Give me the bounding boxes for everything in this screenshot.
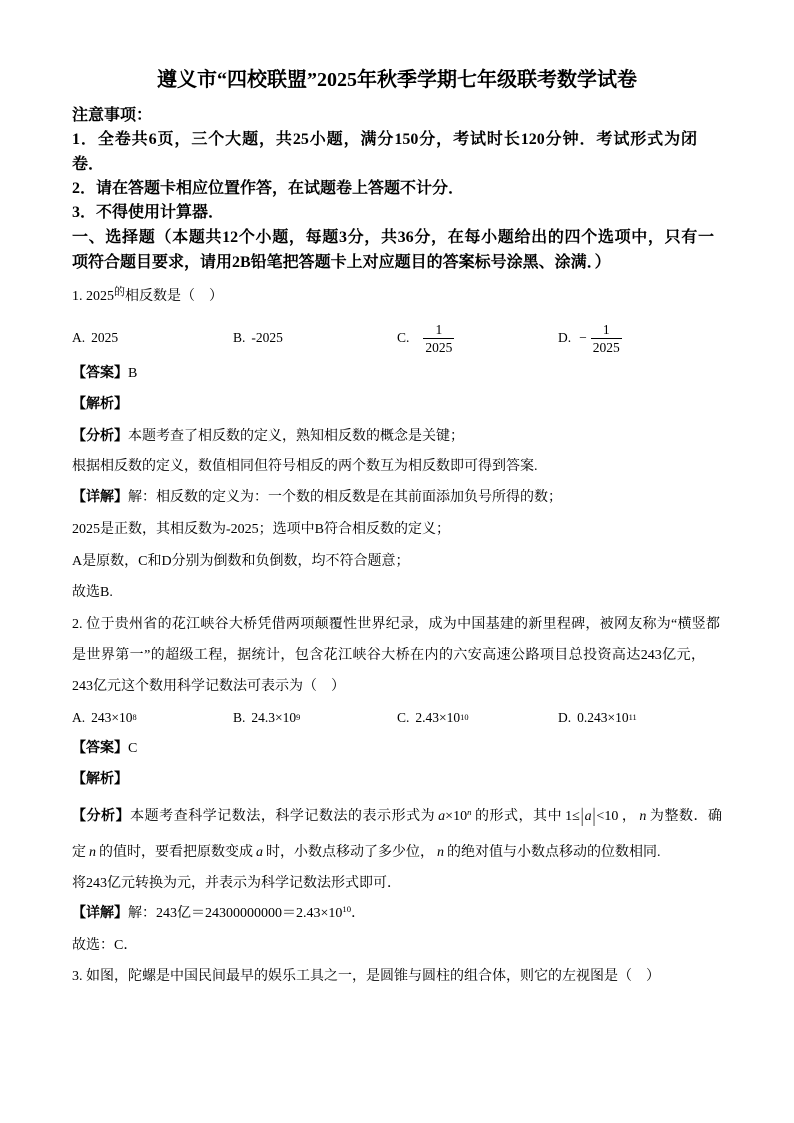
q1-option-d xyxy=(558,318,622,358)
q2-analysis-line-2 xyxy=(72,843,661,863)
q1-option-c-numerator: 1 xyxy=(423,321,454,339)
q2-detail-tag: 【详解】 xyxy=(72,906,128,921)
math-exponent-n xyxy=(467,807,471,817)
q2-detail-text: 解：243亿＝24300000000＝2.43×10 xyxy=(128,906,343,921)
q2-answer-value: C xyxy=(128,741,138,756)
notice-item-2: 2．请在答题卡相应位置作答，在试题卷上答题不计分． xyxy=(72,180,465,197)
q2-option-c-letter: C. xyxy=(397,710,410,725)
q1-option-d-numerator: 1 xyxy=(591,321,622,339)
q2-stem-line-2: 是世界第一”的超级工程，据统计，包含花江峡谷大桥在内的六安高速公路项目总投资高达243亿元， xyxy=(72,648,705,663)
q1-detail-text: 解：相反数的定义为：一个数的相反数是在其前面添加负号所得的数； xyxy=(128,490,562,505)
q1-option-a-letter: A. xyxy=(72,330,86,345)
notice-heading: 注意事项： xyxy=(72,107,153,124)
q2-solution-tag: 【解析】 xyxy=(72,772,128,787)
q2-analysis-line-2-text-2: 的值时，要看把原数变成 xyxy=(99,845,253,860)
q2-option-a-mantissa: 243×10 xyxy=(91,710,133,725)
q2-option-b-letter: B. xyxy=(233,710,246,725)
q1-answer-value: B xyxy=(128,366,138,381)
q1-option-c xyxy=(397,318,454,358)
math-variable-n: n xyxy=(89,845,96,860)
q2-analysis-line-3: 将243亿元转换为元，并表示为科学记数法形式即可． xyxy=(72,876,401,891)
q2-analysis-text-2: 的形式，其中 xyxy=(474,809,563,824)
q1-stem-raised-char: 的 xyxy=(114,286,125,298)
math-variable-n: n xyxy=(639,809,647,824)
q2-answer-tag: 【答案】 xyxy=(72,741,128,756)
q1-option-d-denominator: 2025 xyxy=(592,339,620,355)
q2-answer xyxy=(72,739,137,759)
q2-option-d-letter: D. xyxy=(558,710,572,725)
inequality-left: 1≤ xyxy=(565,809,580,824)
q2-analysis-line-1 xyxy=(72,803,722,831)
inequality-right: <10 xyxy=(596,809,619,824)
q1-option-b-letter: B. xyxy=(233,330,246,345)
q1-detail-line-2: 2025是正数，其相反数为-2025；选项中B符合相反数的定义； xyxy=(72,522,450,537)
q2-detail xyxy=(72,902,365,926)
q1-option-b xyxy=(233,318,283,358)
section-one-heading: 一、选择题（本题共12个小题，每题3分，共36分，在每小题给出的四个选项中，只有一 xyxy=(72,229,714,246)
math-variable-a: a xyxy=(256,845,263,860)
q1-stem-number: 1. 2025 xyxy=(72,289,114,304)
notice-item-3: 3．不得使用计算器． xyxy=(72,204,225,221)
q1-analysis-tag: 【分析】 xyxy=(72,429,128,444)
q2-stem-line-1: 2. 位于贵州省的花江峡谷大桥凭借两项颠覆性世界纪录，成为中国基建的新里程碑，被网友称为“横竖都 xyxy=(72,617,720,632)
scientific-notation-formula xyxy=(438,806,472,824)
q2-conclusion: 故选：C． xyxy=(72,938,138,953)
q1-option-d-sign: − xyxy=(579,330,587,345)
q1-option-d-letter: D. xyxy=(558,330,572,345)
q2-option-c: C. 2.43×10 10 xyxy=(397,710,469,725)
q1-analysis-text: 本题考查了相反数的定义，熟知相反数的概念是关键； xyxy=(128,429,464,444)
notice-item-1-continued: 卷． xyxy=(72,156,105,173)
abs-bar-left: | xyxy=(580,805,584,828)
q1-option-a xyxy=(72,318,118,358)
q1-stem xyxy=(72,287,223,307)
abs-bar-right: | xyxy=(592,805,596,828)
q2-detail-exponent: 10 xyxy=(342,903,352,914)
q1-detail-line-3: A是原数，C和D分别为倒数和负倒数，均不符合题意； xyxy=(72,554,410,569)
q1-option-b-value: -2025 xyxy=(251,330,283,345)
q2-stem-line-3: 243亿元这个数用科学记数法可表示为（ ） xyxy=(72,679,345,694)
q1-conclusion: 故选B. xyxy=(72,585,113,600)
q1-analysis-line-1 xyxy=(72,427,464,447)
math-variable-a: a xyxy=(438,809,446,824)
q2-analysis-line-2-text-3: 时，小数点移动了多少位， xyxy=(266,845,434,860)
q1-answer xyxy=(72,364,137,384)
q2-analysis-tag: 【分析】 xyxy=(72,809,131,824)
q2-option-b: B. 24.3×10 9 xyxy=(233,710,301,725)
q2-option-d-mantissa: 0.243×10 xyxy=(577,710,629,725)
q2-detail-end: ． xyxy=(351,906,366,921)
q2-option-c-mantissa: 2.43×10 xyxy=(415,710,461,725)
q1-detail-line-1 xyxy=(72,488,562,508)
q2-option-b-mantissa: 24.3×10 xyxy=(251,710,297,725)
q1-option-c-letter: C. xyxy=(397,330,410,345)
q2-analysis-line-2-text-4: 的绝对值与小数点移动的位数相同. xyxy=(447,845,661,860)
q2-analysis-comma: ， xyxy=(621,809,637,824)
q1-stem-text: 相反数是（ ） xyxy=(125,289,223,304)
math-variable-a: a xyxy=(584,809,592,824)
q2-analysis-text-1: 本题考查科学记数法，科学记数法的表示形式为 xyxy=(130,809,436,824)
q1-solution-tag: 【解析】 xyxy=(72,397,128,412)
section-one-heading-continued: 项符合题目要求，请用2B铅笔把答题卡上对应题目的答案标号涂黑、涂满．） xyxy=(72,254,611,271)
q1-analysis-line-2: 根据相反数的定义，数值相同但符号相反的两个数互为相反数即可得到答案. xyxy=(72,459,538,474)
q2-analysis-line-2-text-1: 定 xyxy=(72,845,86,860)
math-variable-n: n xyxy=(467,806,472,817)
q2-option-a-letter: A. xyxy=(72,710,86,725)
q1-answer-tag: 【答案】 xyxy=(72,366,128,381)
q1-detail-tag: 【详解】 xyxy=(72,490,128,505)
q1-option-c-denominator: 2025 xyxy=(425,339,453,355)
math-times-ten: ×10 xyxy=(445,809,468,824)
range-inequality xyxy=(565,805,619,828)
math-variable-n: n xyxy=(437,845,444,860)
q1-option-a-value: 2025 xyxy=(91,330,119,345)
q2-option-a: A. 243×10 8 xyxy=(72,710,137,725)
q1-option-d-fraction xyxy=(591,321,622,356)
q1-option-c-fraction xyxy=(423,321,454,356)
q2-analysis-text-3: 为整数．确 xyxy=(649,809,723,824)
q3-stem: 3. 如图，陀螺是中国民间最早的娱乐工具之一，是圆锥与圆柱的组合体，则它的左视图是（ ） xyxy=(72,969,660,984)
exam-title: 遵义市“四校联盟”2025年秋季学期七年级联考数学试卷 xyxy=(157,69,637,91)
notice-item-1: 1．全卷共6页，三个大题，共25小题，满分150分，考试时长120分钟．考试形式为闭 xyxy=(72,131,697,148)
q2-option-d: D. 0.243×10 11 xyxy=(558,710,637,725)
